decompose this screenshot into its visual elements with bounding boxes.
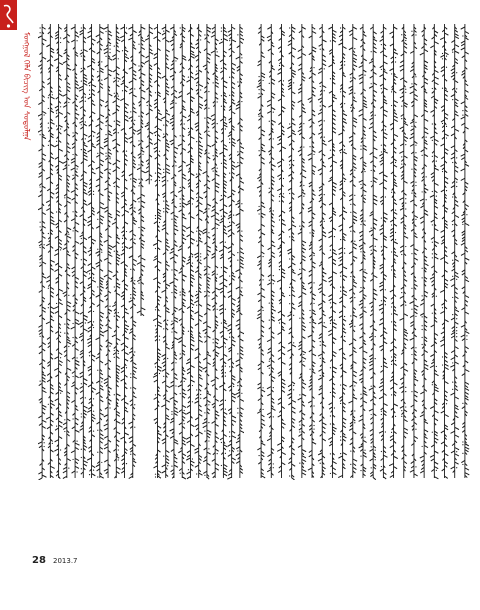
red-ribbon-emblem-icon xyxy=(0,0,17,30)
text-column xyxy=(379,24,388,479)
text-column xyxy=(170,24,179,478)
issue-date: 2013.7 xyxy=(53,557,78,565)
text-column xyxy=(87,24,96,478)
journal-logo xyxy=(0,0,17,30)
running-head-text: ᠮᠣᠩᠭᠣᠯ ᠬᠡᠯᠡ ᠪᠢᠴᠢᠭ ᠤᠨ ᠰᠤᠳᠤᠯᠭᠠ xyxy=(22,32,31,141)
text-column xyxy=(112,24,121,478)
text-column xyxy=(104,24,113,478)
text-column xyxy=(71,24,80,478)
text-column xyxy=(440,24,449,478)
text-column xyxy=(145,24,153,184)
text-column xyxy=(328,24,337,478)
left-text-columns xyxy=(38,22,244,480)
text-column xyxy=(194,24,203,478)
text-column xyxy=(410,24,419,478)
text-column xyxy=(63,24,72,479)
text-column xyxy=(430,24,439,479)
text-column xyxy=(46,24,55,478)
text-column xyxy=(420,24,429,478)
text-column xyxy=(235,24,244,478)
text-column xyxy=(96,24,104,478)
text-column xyxy=(257,24,266,478)
text-column xyxy=(277,24,286,478)
running-head xyxy=(20,32,32,492)
text-column xyxy=(186,24,195,479)
text-column xyxy=(227,24,236,479)
left-text-block xyxy=(38,22,244,480)
text-column xyxy=(298,24,307,478)
text-column xyxy=(153,24,162,478)
text-column xyxy=(120,24,129,478)
text-column xyxy=(399,24,408,478)
text-column xyxy=(211,24,220,478)
text-column xyxy=(161,24,170,478)
text-column xyxy=(369,24,378,480)
text-column xyxy=(389,24,398,478)
text-column xyxy=(450,24,459,478)
text-column xyxy=(287,24,296,480)
page-footer xyxy=(32,548,78,567)
text-column xyxy=(178,24,187,479)
text-column xyxy=(461,24,470,478)
right-text-columns xyxy=(256,22,470,480)
text-column xyxy=(219,24,228,478)
text-column xyxy=(267,24,276,478)
text-column xyxy=(308,24,317,478)
left-margin-band xyxy=(0,0,17,610)
text-column xyxy=(348,24,357,478)
text-column xyxy=(338,24,347,478)
text-column xyxy=(203,24,212,479)
text-column xyxy=(137,24,145,316)
page-number: 28 xyxy=(32,555,46,566)
text-column xyxy=(79,24,88,478)
text-column xyxy=(318,24,327,478)
text-column xyxy=(54,24,63,479)
text-column xyxy=(38,24,46,480)
text-column xyxy=(128,24,137,479)
right-text-block xyxy=(256,22,470,480)
text-column xyxy=(359,24,368,478)
